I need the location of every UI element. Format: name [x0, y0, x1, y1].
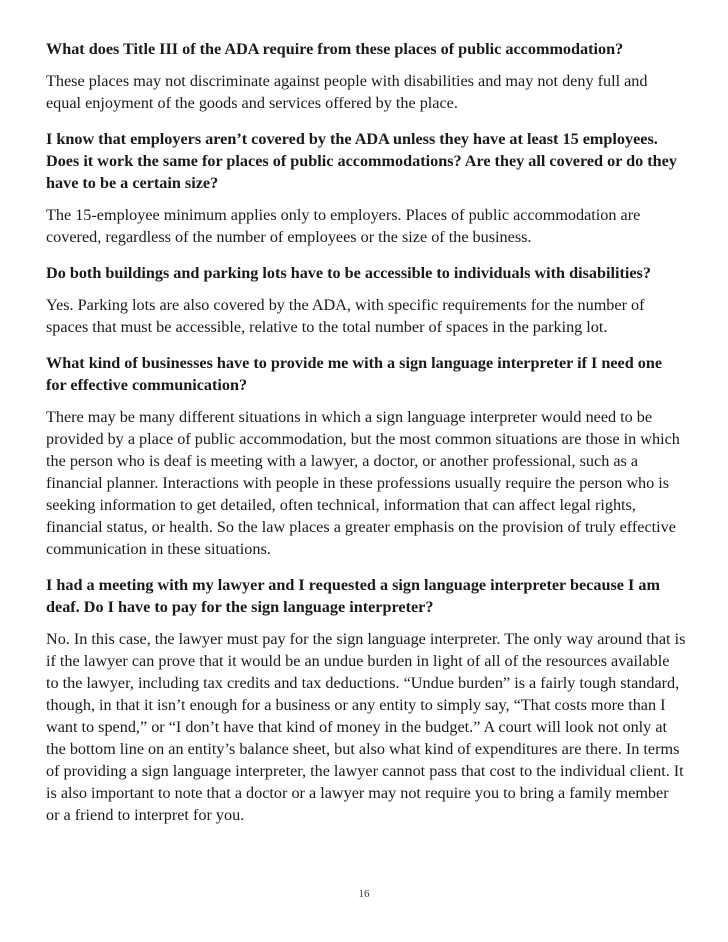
answer-text: There may be many different situations in which a sign language interpreter would need to be provided by a place of public accommodation, but the most common situations are those in which the person who is deaf is meeting with a lawyer, a doctor, or another professional, such as a financial planner. Interactions with people in these professions usually require the person who is seeking information to get detailed, often technical, information that can affect legal rights, financial status, or health. So the law places a greater emphasis on the provision of truly effective communication in these situations. [46, 408, 680, 558]
question-text: What does Title III of the ADA require from these places of public accommodation? [46, 40, 624, 58]
answer-text: These places may not discriminate against people with disabilities and may not deny full and equal enjoyment of the goods and services offered by the place. [46, 72, 648, 112]
qa-block [46, 574, 686, 826]
answer-text: The 15-employee minimum applies only to employers. Places of public accommodation are covered, regardless of the number of employees or the size of the business. [46, 206, 641, 246]
page-number: 16 [358, 888, 370, 900]
document-page [46, 38, 686, 840]
question-text: I had a meeting with my lawyer and I requested a sign language interpreter because I am deaf. Do I have to pay for the sign language interpreter? [46, 576, 660, 616]
qa-block [46, 128, 686, 248]
answer-text: No. In this case, the lawyer must pay for the sign language interpreter. The only way around that is if the lawyer can prove that it would be an undue burden in light of all of the resources available to the lawyer, including tax credits and tax deductions. “Undue burden” is a fairly tough standard, though, in that it isn’t enough for a business or any entity to simply say, “That costs more than I want to spend,” or “I don’t have that kind of money in the budget.” A court will look not only at the bottom line on an entity’s balance sheet, but also what kind of expenditures are there. In terms of providing a sign language interpreter, the lawyer cannot pass that cost to the individual client. It is also important to note that a doctor or a lawyer may not require you to bring a family member or a friend to interpret for you. [46, 630, 686, 824]
answer-text: Yes. Parking lots are also covered by the ADA, with specific requirements for the number of spaces that must be accessible, relative to the total number of spaces in the parking lot. [46, 296, 645, 336]
question-text: Do both buildings and parking lots have to be accessible to individuals with disabilities? [46, 264, 651, 282]
question-text: I know that employers aren’t covered by the ADA unless they have at least 15 employees. Does it work the same for places of public accommodations? Are they all covered or do they have to be a certain size? [46, 130, 677, 192]
qa-block [46, 262, 686, 338]
qa-block [46, 352, 686, 560]
qa-block [46, 38, 686, 114]
question-text: What kind of businesses have to provide me with a sign language interpreter if I need one for effective communication? [46, 354, 663, 394]
